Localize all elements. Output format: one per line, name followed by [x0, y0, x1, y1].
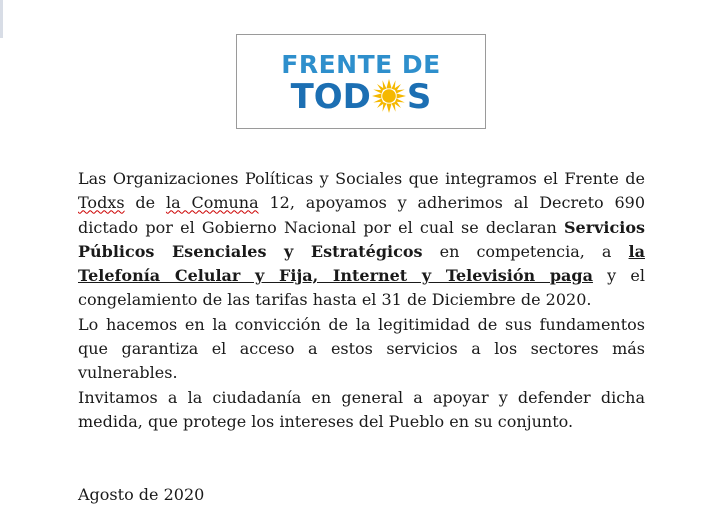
text-run: de — [124, 193, 166, 213]
logo-text-line2 — [237, 79, 485, 115]
window-edge — [0, 0, 3, 38]
paragraph-1 — [78, 167, 645, 313]
document-date: Agosto de 2020 — [78, 485, 205, 504]
logo-text-line1: FRENTE DE — [281, 50, 441, 79]
frente-de-todos-logo — [236, 34, 486, 129]
text-run: en competencia, a — [422, 241, 629, 261]
bold-services-text: Servicios Públicos Esenciales y Estratégicos — [78, 217, 645, 261]
text-run: 12, apoyamos y adherimos al Decreto 690 dictado por el Gobierno Nacional por el cual se declaran — [78, 193, 646, 237]
logo-text-tod: TOD — [290, 77, 371, 117]
bold-telecom-text: la Telefonía Celular y Fija, Internet y Televisión paga — [78, 241, 645, 286]
document-body — [78, 167, 645, 434]
paragraph-2: Lo hacemos en la convicción de la legitimidad de sus fundamentos que garantiza el acceso a estos servicios a los sectores más vulnerables. — [78, 314, 645, 383]
text-run: Las Organizaciones Políticas y Sociales que integramos el Frente de — [78, 169, 645, 188]
text-run: y el congelamiento de las tarifas hasta el 31 de Diciembre de 2020. — [78, 266, 646, 310]
spellcheck-word-todxs: Todxs — [78, 193, 125, 213]
sun-icon — [372, 79, 406, 113]
paragraph-3: Invitamos a la ciudadanía en general a apoyar y defender dicha medida, que protege los intereses del Pueblo en su conjunto. — [78, 387, 645, 431]
logo-text-s: S — [406, 77, 432, 117]
spellcheck-word-comuna: la Comuna — [165, 193, 259, 213]
